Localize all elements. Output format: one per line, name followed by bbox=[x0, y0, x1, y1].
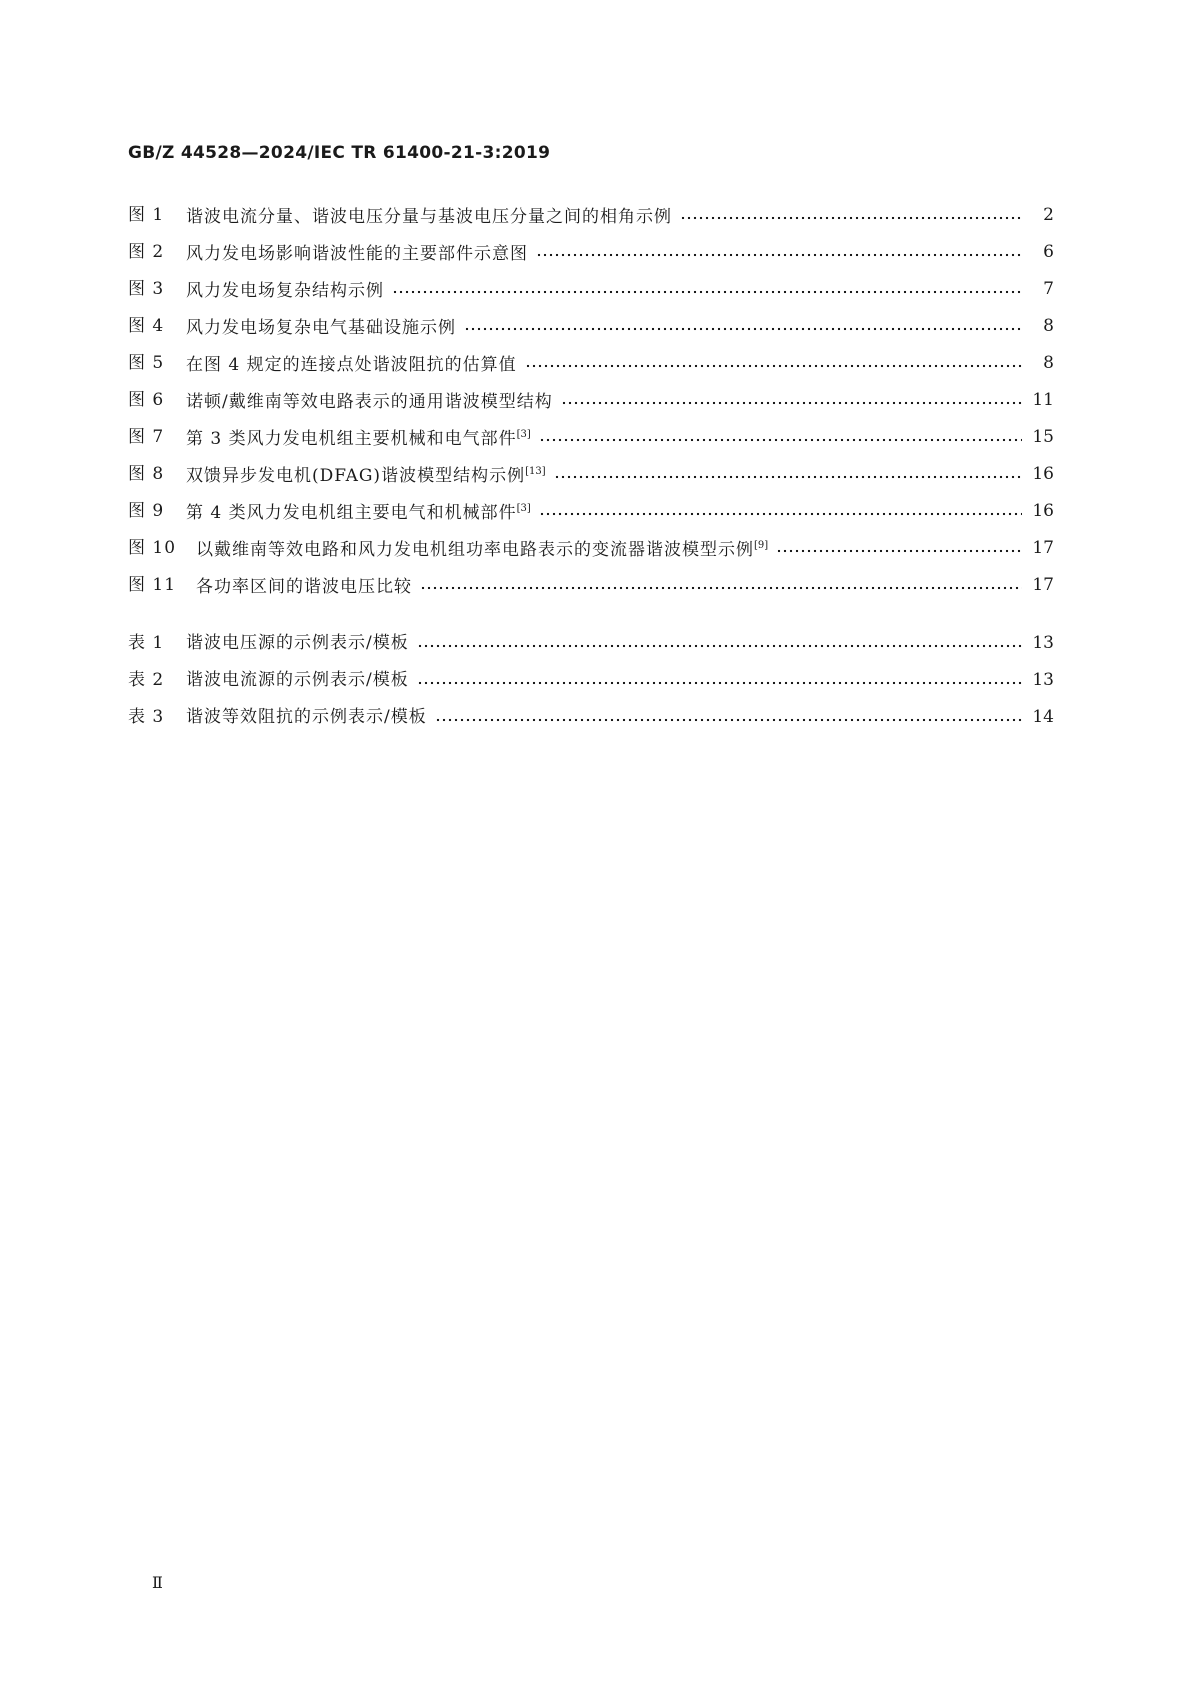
dot-leader bbox=[417, 681, 1022, 685]
entry-number: 图 3 bbox=[128, 278, 165, 299]
figure-list bbox=[128, 196, 1054, 603]
dot-leader bbox=[776, 549, 1022, 553]
entry-title: 第 3 类风力发电机组主要机械和电气部件[3] bbox=[186, 428, 531, 449]
table-list bbox=[128, 624, 1054, 735]
dot-leader bbox=[435, 718, 1022, 722]
entry-title: 谐波电压源的示例表示/模板 bbox=[186, 632, 409, 653]
entry-number: 图 1 bbox=[128, 204, 165, 225]
toc-entry-table-2[interactable] bbox=[128, 661, 1054, 698]
entry-number: 图 9 bbox=[128, 500, 165, 521]
dot-leader bbox=[417, 644, 1022, 648]
citation-ref: [3] bbox=[516, 428, 531, 440]
entry-title: 以戴维南等效电路和风力发电机组功率电路表示的变流器谐波模型示例[9] bbox=[196, 539, 769, 560]
entry-page-number: 13 bbox=[1032, 669, 1054, 690]
entry-title: 谐波等效阻抗的示例表示/模板 bbox=[186, 706, 427, 727]
entry-page-number: 8 bbox=[1043, 315, 1054, 336]
entry-title: 第 4 类风力发电机组主要电气和机械部件[3] bbox=[186, 502, 531, 523]
citation-ref: [3] bbox=[516, 502, 531, 514]
toc-entry-figure-3[interactable] bbox=[128, 270, 1054, 307]
entry-page-number: 17 bbox=[1032, 574, 1054, 595]
toc-entry-table-1[interactable] bbox=[128, 624, 1054, 661]
dot-leader bbox=[680, 216, 1022, 220]
entry-number: 图 5 bbox=[128, 352, 165, 373]
page-number-footer: Ⅱ bbox=[152, 1573, 163, 1592]
dot-leader bbox=[464, 327, 1022, 331]
entry-number: 图 7 bbox=[128, 426, 165, 447]
dot-leader bbox=[536, 253, 1022, 257]
toc-entry-figure-9[interactable] bbox=[128, 492, 1054, 529]
entry-number: 表 2 bbox=[128, 669, 165, 690]
entry-number: 图 6 bbox=[128, 389, 165, 410]
entry-number: 表 3 bbox=[128, 706, 165, 727]
toc-entry-figure-5[interactable] bbox=[128, 344, 1054, 381]
citation-ref: [13] bbox=[525, 465, 546, 477]
toc-entry-figure-1[interactable] bbox=[128, 196, 1054, 233]
entry-page-number: 16 bbox=[1032, 463, 1054, 484]
dot-leader bbox=[539, 438, 1022, 442]
dot-leader bbox=[420, 586, 1022, 590]
entry-title: 谐波电流分量、谐波电压分量与基波电压分量之间的相角示例 bbox=[186, 206, 672, 227]
dot-leader bbox=[525, 364, 1022, 368]
entry-number: 表 1 bbox=[128, 632, 165, 653]
entry-number: 图 10 bbox=[128, 537, 177, 558]
entry-page-number: 14 bbox=[1032, 706, 1054, 727]
entry-page-number: 7 bbox=[1043, 278, 1054, 299]
entry-page-number: 11 bbox=[1032, 389, 1054, 410]
entry-title: 各功率区间的谐波电压比较 bbox=[196, 576, 412, 597]
dot-leader bbox=[561, 401, 1022, 405]
toc-entry-figure-11[interactable] bbox=[128, 566, 1054, 603]
entry-title: 风力发电场复杂电气基础设施示例 bbox=[186, 317, 456, 338]
entry-title: 在图 4 规定的连接点处谐波阻抗的估算值 bbox=[186, 354, 517, 375]
entry-title: 诺顿/戴维南等效电路表示的通用谐波模型结构 bbox=[186, 391, 553, 412]
citation-ref: [9] bbox=[754, 539, 769, 551]
entry-page-number: 13 bbox=[1032, 632, 1054, 653]
toc-entry-figure-8[interactable] bbox=[128, 455, 1054, 492]
entry-title: 风力发电场复杂结构示例 bbox=[186, 280, 384, 301]
standard-id-header: GB/Z 44528—2024/IEC TR 61400-21-3:2019 bbox=[128, 143, 551, 163]
entry-page-number: 2 bbox=[1043, 204, 1054, 225]
entry-number: 图 8 bbox=[128, 463, 165, 484]
entry-number: 图 4 bbox=[128, 315, 165, 336]
entry-number: 图 2 bbox=[128, 241, 165, 262]
entry-page-number: 8 bbox=[1043, 352, 1054, 373]
dot-leader bbox=[554, 475, 1022, 479]
dot-leader bbox=[539, 512, 1022, 516]
toc-entry-table-3[interactable] bbox=[128, 698, 1054, 735]
entry-page-number: 16 bbox=[1032, 500, 1054, 521]
entry-page-number: 6 bbox=[1043, 241, 1054, 262]
toc-entry-figure-7[interactable] bbox=[128, 418, 1054, 455]
entry-number: 图 11 bbox=[128, 574, 177, 595]
entry-title: 双馈异步发电机(DFAG)谐波模型结构示例[13] bbox=[186, 465, 546, 486]
toc-entry-figure-4[interactable] bbox=[128, 307, 1054, 344]
toc-entry-figure-10[interactable] bbox=[128, 529, 1054, 566]
entry-page-number: 17 bbox=[1032, 537, 1054, 558]
entry-title: 谐波电流源的示例表示/模板 bbox=[186, 669, 409, 690]
toc-entry-figure-2[interactable] bbox=[128, 233, 1054, 270]
entry-title: 风力发电场影响谐波性能的主要部件示意图 bbox=[186, 243, 528, 264]
entry-page-number: 15 bbox=[1032, 426, 1054, 447]
dot-leader bbox=[392, 290, 1022, 294]
toc-entry-figure-6[interactable] bbox=[128, 381, 1054, 418]
